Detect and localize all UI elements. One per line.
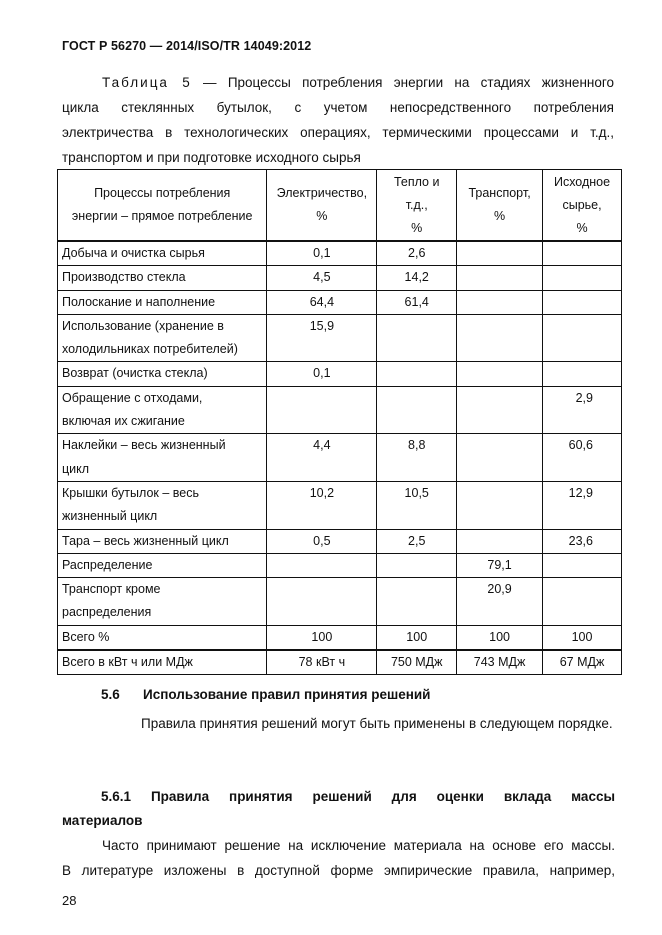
section-5-6-1-number: 5.6.1 <box>101 789 132 804</box>
cell-raw <box>543 314 622 362</box>
table-row <box>58 266 622 290</box>
cell-electricity: 10,2 <box>267 481 377 529</box>
cell-raw <box>543 362 622 386</box>
cell-transport <box>457 266 543 290</box>
cell-transport: 100 <box>457 625 543 650</box>
header-heat: Тепло и т.д., % <box>377 170 457 242</box>
cell-raw <box>543 290 622 314</box>
cell-raw <box>543 266 622 290</box>
table-row <box>58 362 622 386</box>
cell-electricity <box>267 386 377 434</box>
cell-process: Использование (хранение в холодильниках потребителей) <box>58 314 267 362</box>
table-row-total-percent <box>58 625 622 650</box>
cell-raw <box>543 578 622 626</box>
cell-electricity: 0,1 <box>267 241 377 266</box>
cell-transport <box>457 386 543 434</box>
header-process: Процессы потребления энергии – прямое потребление <box>58 170 267 242</box>
cell-process: Возврат (очистка стекла) <box>58 362 267 386</box>
table-caption-line4: транспортом и при подготовке исходного сырья <box>62 150 361 165</box>
header-transport: Транспорт, % <box>457 170 543 242</box>
cell-electricity <box>267 553 377 577</box>
cell-heat: 61,4 <box>377 290 457 314</box>
section-5-6-text: Правила принятия решений могут быть применены в следующем порядке. <box>141 716 613 731</box>
cell-raw: 67 МДж <box>543 650 622 675</box>
cell-raw: 60,6 <box>543 434 622 482</box>
cell-heat: 100 <box>377 625 457 650</box>
table-row <box>58 314 622 362</box>
section-5-6-1-text <box>62 833 615 883</box>
cell-process: Обращение с отходами, включая их сжигание <box>58 386 267 434</box>
table-caption <box>62 70 614 170</box>
section-5-6-1-heading <box>101 785 615 809</box>
cell-heat: 2,5 <box>377 529 457 553</box>
cell-electricity: 4,4 <box>267 434 377 482</box>
energy-table <box>57 169 622 675</box>
standard-header: ГОСТ Р 56270 — 2014/ISO/TR 14049:2012 <box>62 39 312 53</box>
table-header-row <box>58 170 622 242</box>
cell-transport <box>457 481 543 529</box>
cell-electricity: 0,5 <box>267 529 377 553</box>
section-5-6-title: Использование правил принятия решений <box>143 687 431 702</box>
section-5-6-1-title-line2: материалов <box>62 813 143 828</box>
cell-transport: 79,1 <box>457 553 543 577</box>
cell-heat: 8,8 <box>377 434 457 482</box>
cell-transport <box>457 529 543 553</box>
cell-transport <box>457 314 543 362</box>
cell-heat <box>377 386 457 434</box>
cell-electricity <box>267 578 377 626</box>
cell-heat: 10,5 <box>377 481 457 529</box>
cell-process: Полоскание и наполнение <box>58 290 267 314</box>
cell-heat <box>377 314 457 362</box>
cell-electricity: 15,9 <box>267 314 377 362</box>
cell-electricity: 100 <box>267 625 377 650</box>
cell-heat <box>377 578 457 626</box>
cell-electricity: 64,4 <box>267 290 377 314</box>
cell-transport <box>457 434 543 482</box>
section-5-6-1-text-line2: В литературе изложены в доступной форме эмпирические правила, например, <box>62 863 615 878</box>
table-row <box>58 386 622 434</box>
cell-raw <box>543 241 622 266</box>
table-row <box>58 578 622 626</box>
cell-electricity: 78 кВт ч <box>267 650 377 675</box>
section-5-6-1-title-line1: Правила принятия решений для оценки вклада массы <box>150 789 615 804</box>
table-row <box>58 553 622 577</box>
section-5-6-1-text-line1: Часто принимают решение на исключение материала на основе его массы. <box>102 838 615 853</box>
cell-transport: 743 МДж <box>457 650 543 675</box>
cell-transport <box>457 241 543 266</box>
cell-raw: 2,9 <box>543 386 622 434</box>
cell-heat <box>377 553 457 577</box>
cell-process: Всего в кВт ч или МДж <box>58 650 267 675</box>
section-5-6-heading <box>101 687 430 702</box>
table-row-total-energy <box>58 650 622 675</box>
cell-transport: 20,9 <box>457 578 543 626</box>
table-row <box>58 481 622 529</box>
cell-process: Всего % <box>58 625 267 650</box>
cell-transport <box>457 290 543 314</box>
cell-transport <box>457 362 543 386</box>
cell-process: Распределение <box>58 553 267 577</box>
cell-heat: 2,6 <box>377 241 457 266</box>
cell-process: Крышки бутылок – весь жизненный цикл <box>58 481 267 529</box>
cell-electricity: 0,1 <box>267 362 377 386</box>
cell-electricity: 4,5 <box>267 266 377 290</box>
cell-process: Транспорт кроме распределения <box>58 578 267 626</box>
table-caption-line1: — Процессы потребления энергии на стадиях жизненного <box>203 75 614 90</box>
cell-heat <box>377 362 457 386</box>
cell-raw: 12,9 <box>543 481 622 529</box>
cell-raw: 100 <box>543 625 622 650</box>
section-5-6-number: 5.6 <box>101 687 120 702</box>
header-raw: Исходное сырье, % <box>543 170 622 242</box>
table-caption-line2: цикла стеклянных бутылок, с учетом непосредственного потребления <box>62 100 614 115</box>
table-row <box>58 529 622 553</box>
table-caption-lead: Таблица 5 <box>102 75 192 90</box>
page-number: 28 <box>62 893 77 908</box>
table-caption-line3: электричества в технологических операциях, термическими процессами и т.д., <box>62 125 614 140</box>
cell-heat: 14,2 <box>377 266 457 290</box>
table-row <box>58 434 622 482</box>
cell-process: Добыча и очистка сырья <box>58 241 267 266</box>
cell-process: Тара – весь жизненный цикл <box>58 529 267 553</box>
table-row <box>58 290 622 314</box>
cell-process: Производство стекла <box>58 266 267 290</box>
header-electricity: Электричество, % <box>267 170 377 242</box>
cell-process: Наклейки – весь жизненный цикл <box>58 434 267 482</box>
table-row <box>58 241 622 266</box>
cell-heat: 750 МДж <box>377 650 457 675</box>
cell-raw <box>543 553 622 577</box>
cell-raw: 23,6 <box>543 529 622 553</box>
